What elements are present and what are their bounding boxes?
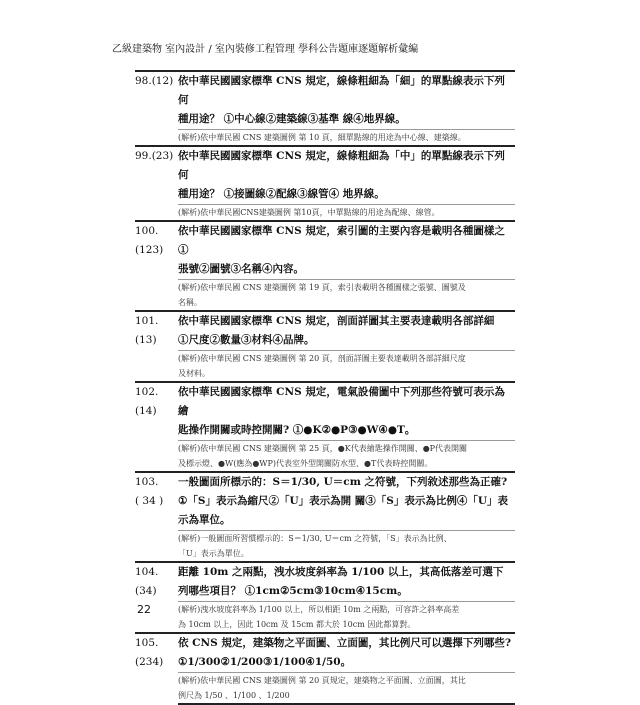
answer-explanation (178, 673, 515, 705)
answer-explanation-line: (解析)依中華民國 CNS 建築圖例 第 25 頁，●K代表繪匙操作開關、●P代表開關 (178, 444, 468, 453)
question-text (178, 633, 515, 673)
question-number-line: ( 34 ) (135, 495, 164, 507)
question-text-line: 張號②圖號③名稱④內容。 (178, 263, 304, 275)
answer-explanation-line: (解析)依中華民國 CNS 建築圖例 第 20 頁規定，建築物之平面圖、立面圖，其比 (178, 676, 466, 685)
answer-explanation (178, 205, 515, 222)
question-number (135, 221, 178, 311)
question-number (135, 382, 178, 472)
question-number-line: (34) (135, 585, 157, 597)
answer-row (135, 531, 515, 563)
answer-row (135, 602, 515, 634)
question-number (135, 311, 178, 382)
question-text (178, 562, 515, 602)
question-row (135, 472, 515, 531)
answer-explanation-line: 名稱。 (178, 298, 202, 307)
question-number-line: 103. (135, 476, 159, 488)
answer-row (135, 441, 515, 473)
question-text (178, 146, 515, 205)
question-text-line: ①1/300②1/200③1/100④1/50。 (178, 656, 352, 668)
question-text (178, 382, 515, 441)
answer-row (135, 130, 515, 147)
answer-explanation-line: (解析)洩水坡度斜率為 1/100 以上，所以相距 10m 之兩點，可容許之斜率高差 (178, 605, 460, 614)
question-number-line: 99.(23) (135, 150, 174, 162)
question-row (135, 311, 515, 351)
question-row (135, 382, 515, 441)
answer-row (135, 673, 515, 705)
answer-explanation-line: (解析)依中華民國 CNS 建築圖例 第 19 頁，索引表載明各種圖樣之張號、圖號及 (178, 283, 466, 292)
question-number-line: 104. (135, 566, 159, 578)
question-row (135, 562, 515, 602)
question-number (135, 71, 178, 146)
question-number-line: (123) (135, 244, 164, 256)
question-text (178, 472, 515, 531)
question-text-line: 依中華民國國家標準 CNS 規定，電氣設備圖中下列那些符號可表示為繪 (178, 386, 505, 417)
answer-explanation-line: 及材料。 (178, 369, 210, 378)
answer-row (135, 280, 515, 312)
question-text (178, 221, 515, 280)
question-number-line: 105. (135, 637, 159, 649)
answer-explanation-line: 為 10cm 以上，因此 10cm 及 15cm 都大於 10cm 因此都算對。 (178, 620, 416, 629)
question-number-line: (14) (135, 405, 157, 417)
question-row (135, 633, 515, 673)
question-row (135, 221, 515, 280)
question-text-line: 依中華民國國家標準 CNS 規定，索引圖的主要內容是載明各種圖樣之① (178, 225, 505, 256)
answer-row (135, 205, 515, 222)
question-text-line: 示為單位。 (178, 514, 231, 526)
answer-explanation-line: (解析)依中華民國CNS建築圖例 第10頁，中單點線的用途為配線、線管。 (178, 208, 440, 217)
question-text-line: 列哪些項目？ ①1cm②5cm③10cm④15cm。 (178, 585, 408, 597)
question-row (135, 71, 515, 130)
answer-explanation-line: 「U」表示為單位。 (178, 549, 249, 558)
answer-explanation (178, 351, 515, 383)
answer-explanation-line: (解析)依中華民國 CNS 建築圖例 第 20 頁，剖面詳圖主要表達載明各部詳細尺度 (178, 354, 466, 363)
question-text-line: ①「S」表示為縮尺②「U」表示為開 關③「S」表示為比例④「U」表 (178, 495, 509, 507)
question-table (135, 70, 515, 705)
question-text-line: 種用途？ ①中心線②建築線③基準 線④地界線。 (178, 113, 406, 125)
question-number-line: 102. (135, 386, 159, 398)
question-text-line: ①尺度②數量③材料④品牌。 (178, 334, 315, 346)
question-row (135, 146, 515, 205)
page-number: 22 (137, 603, 151, 616)
question-number-line: 98.(12) (135, 75, 174, 87)
answer-explanation-line: 及標示燈、●W(應為●WP)代表室外型開關防水型、●T代表時控開關。 (178, 459, 433, 468)
question-text (178, 71, 515, 130)
question-text-line: 依 CNS 規定，建築物之平面圖、立面圖，其比例尺可以選擇下列哪些? (178, 637, 511, 649)
question-number (135, 146, 178, 221)
answer-explanation-line: 例尺為 1/50 、1/100 、1/200 (178, 691, 290, 700)
question-number-line: 100. (135, 225, 159, 237)
answer-explanation (178, 130, 515, 147)
question-text (178, 311, 515, 351)
question-text-line: 依中華民國國家標準 CNS 規定，剖面詳圖其主要表達載明各部詳細 (178, 315, 495, 327)
answer-explanation (178, 280, 515, 312)
question-text-line: 一般圖面所標示的：S＝1/30, U＝cm 之符號，下列敘述那些為正確? (178, 476, 508, 488)
question-number (135, 562, 178, 633)
answer-explanation (178, 602, 515, 634)
question-number-line: (234) (135, 656, 164, 668)
answer-explanation-line: (解析)一般圖面所習慣標示的：S＝1/30, U＝cm 之符號，「S」表示為比例、 (178, 534, 452, 543)
question-text-line: 種用途？ ①接圖線②配線③線管④ 地界線。 (178, 188, 385, 200)
question-number (135, 472, 178, 562)
answer-row (135, 351, 515, 383)
answer-explanation (178, 441, 515, 473)
answer-explanation (178, 531, 515, 563)
question-number (135, 633, 178, 704)
question-number-line: 101. (135, 315, 159, 327)
question-text-line: 距離 10m 之兩點，洩水坡度斜率為 1/100 以上，其高低落差可選下 (178, 566, 504, 578)
answer-explanation-line: (解析)依中華民國 CNS 建築圖例 第 10 頁，細單點線的用途為中心線、建築線。 (178, 133, 466, 142)
running-header: 乙級建築物 室內設計 / 室內裝修工程管理 學科公告題庫逐題解析彙編 (112, 44, 419, 55)
question-text-line: 匙操作開關或時控開關? ①●K②●P③●W④●T。 (178, 424, 416, 436)
question-text-line: 依中華民國國家標準 CNS 規定，線條粗細為「細」的單點線表示下列何 (178, 75, 505, 106)
question-text-line: 依中華民國國家標準 CNS 規定，線條粗細為「中」的單點線表示下列何 (178, 150, 505, 181)
question-number-line: (13) (135, 334, 157, 346)
